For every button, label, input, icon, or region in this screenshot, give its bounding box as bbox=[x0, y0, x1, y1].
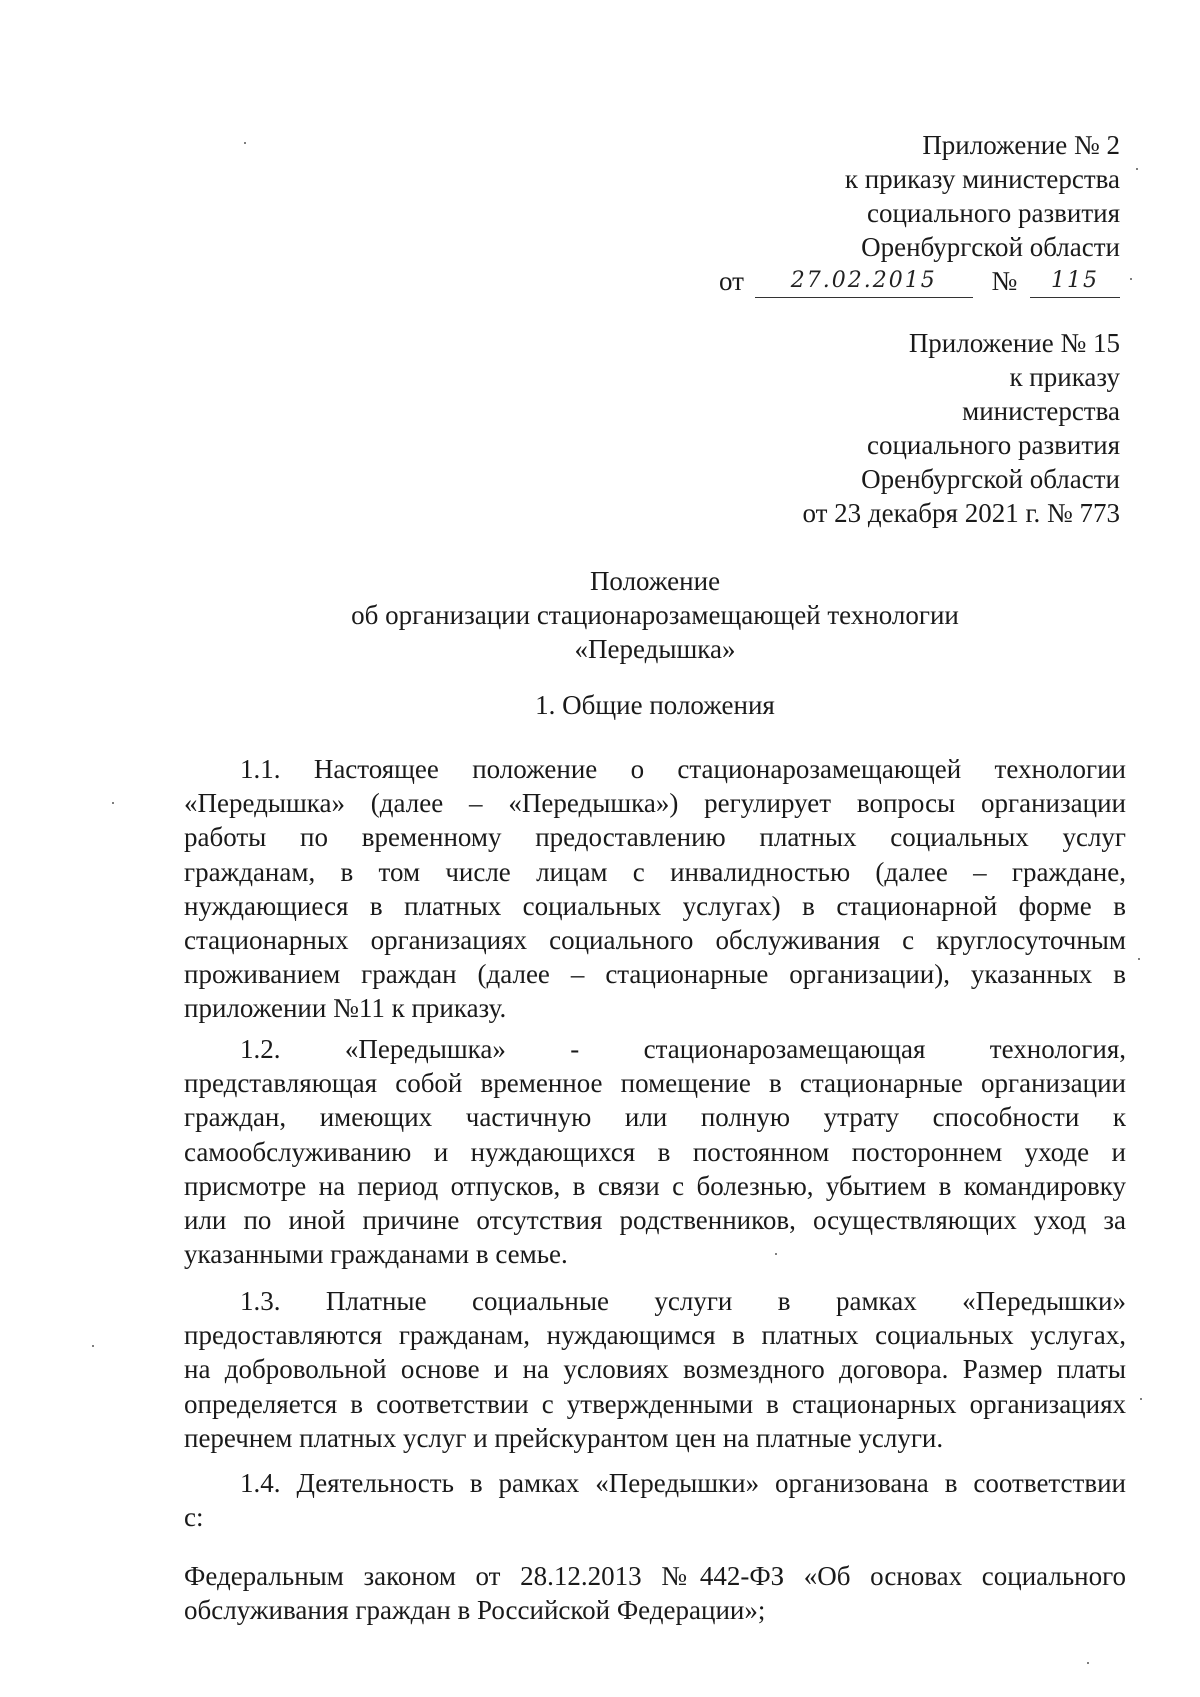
paragraph-row: самообслуживанию и нуждающихся в постоянном постороннем уходе и bbox=[184, 1136, 1126, 1167]
section-heading: 1. Общие положения bbox=[535, 690, 775, 720]
handwritten-number-field bbox=[1030, 267, 1120, 298]
paragraph-row: 1.1. Настоящее положение о стационарозамещающей технологии bbox=[240, 754, 1126, 784]
handwritten-date-field bbox=[755, 267, 973, 298]
approval-line: министерства bbox=[962, 396, 1120, 426]
paragraph-row: нуждающиеся в платных социальных услугах) в стационарной форме в bbox=[184, 890, 1126, 921]
scan-speck bbox=[244, 142, 246, 144]
number-label: № bbox=[991, 266, 1018, 296]
scan-speck bbox=[1087, 1662, 1089, 1664]
approval-line: к приказу министерства bbox=[844, 164, 1120, 194]
scan-speck bbox=[112, 802, 114, 804]
approval-line: Оренбургской области bbox=[861, 464, 1120, 494]
paragraph-row: указанными гражданами в семье. bbox=[184, 1239, 568, 1270]
approval-block-appendix-15 bbox=[802, 326, 1120, 530]
scan-speck bbox=[1130, 278, 1132, 280]
scan-speck bbox=[1138, 958, 1140, 960]
scan-speck bbox=[1136, 168, 1138, 170]
approval-block-appendix-2 bbox=[719, 128, 1120, 298]
paragraph-row: на добровольной основе и на условиях возмездного договора. Размер платы bbox=[184, 1354, 1126, 1385]
approval-line: Приложение № 15 bbox=[908, 328, 1120, 358]
handwritten-date: 27.02.2015 bbox=[790, 268, 937, 293]
paragraph-row: предоставляются гражданам, нуждающимся в платных социальных услугах, bbox=[184, 1320, 1126, 1351]
scan-speck bbox=[775, 1253, 777, 1255]
paragraph-1-2 bbox=[184, 1032, 1126, 1271]
paragraph-row: проживанием граждан (далее – стационарные организации), указанных в bbox=[184, 959, 1126, 990]
paragraph-row: определяется в соответствии с утвержденными в стационарных организациях bbox=[184, 1388, 1126, 1419]
approval-line: Оренбургской области bbox=[861, 232, 1120, 262]
paragraph-row: или по иной причине отсутствия родственников, осуществляющих уход за bbox=[184, 1205, 1126, 1236]
paragraph-1-3 bbox=[184, 1284, 1126, 1455]
approval-line: к приказу bbox=[1009, 362, 1120, 392]
paragraph-row: обслуживания граждан в Российской Федерации»; bbox=[184, 1595, 766, 1626]
paragraph-row: гражданам, в том числе лицам с инвалидностью (далее – граждане, bbox=[184, 856, 1126, 887]
paragraph-1-1 bbox=[184, 752, 1126, 1026]
approval-line: Приложение № 2 bbox=[922, 130, 1120, 160]
scan-speck bbox=[92, 1345, 94, 1347]
paragraph-row: перечнем платных услуг и прейскурантом цен на платные услуги. bbox=[184, 1422, 944, 1453]
approval-line: от 23 декабря 2021 г. № 773 bbox=[802, 498, 1120, 528]
approval-line: социального развития bbox=[866, 430, 1120, 460]
paragraph-row: с: bbox=[184, 1502, 204, 1533]
title-line: «Передышка» bbox=[574, 634, 736, 664]
paragraph-row: присмотре на период отпусков, в связи с болезнью, убытием в командировку bbox=[184, 1170, 1126, 1201]
paragraph-row: 1.4. Деятельность в рамках «Передышки» организована в соответствии bbox=[240, 1468, 1126, 1498]
paragraph-1-4 bbox=[184, 1466, 1126, 1534]
document-title bbox=[0, 564, 1200, 666]
title-line: Положение bbox=[589, 566, 721, 596]
paragraph-row: «Передышка» (далее – «Передышка») регулирует вопросы организации bbox=[184, 788, 1126, 819]
paragraph-row: представляющая собой временное помещение в стационарные организации bbox=[184, 1068, 1126, 1099]
paragraph-row: 1.2. «Передышка» - стационарозамещающая технология, bbox=[240, 1034, 1126, 1064]
paragraph-row: граждан, имеющих частичную или полную утрату способности к bbox=[184, 1102, 1126, 1133]
title-line: об организации стационарозамещающей технологии bbox=[351, 600, 959, 630]
approval-date-line bbox=[719, 264, 1120, 298]
paragraph-row: приложении №11 к приказу. bbox=[184, 993, 507, 1024]
paragraph-row: работы по временному предоставлению платных социальных услуг bbox=[184, 822, 1126, 853]
approval-line: социального развития bbox=[866, 198, 1120, 228]
from-label: от bbox=[719, 266, 744, 296]
paragraph-row: стационарных организациях социального обслуживания с круглосуточным bbox=[184, 925, 1126, 956]
paragraph-row: Федеральным законом от 28.12.2013 №442-ФЗ «Об основах социального bbox=[184, 1561, 1126, 1591]
scan-speck bbox=[1140, 1398, 1142, 1400]
handwritten-number: 115 bbox=[1051, 268, 1099, 293]
paragraph-1-4-item bbox=[184, 1559, 1126, 1627]
paragraph-row: 1.3. Платные социальные услуги в рамках «Передышки» bbox=[240, 1286, 1126, 1316]
